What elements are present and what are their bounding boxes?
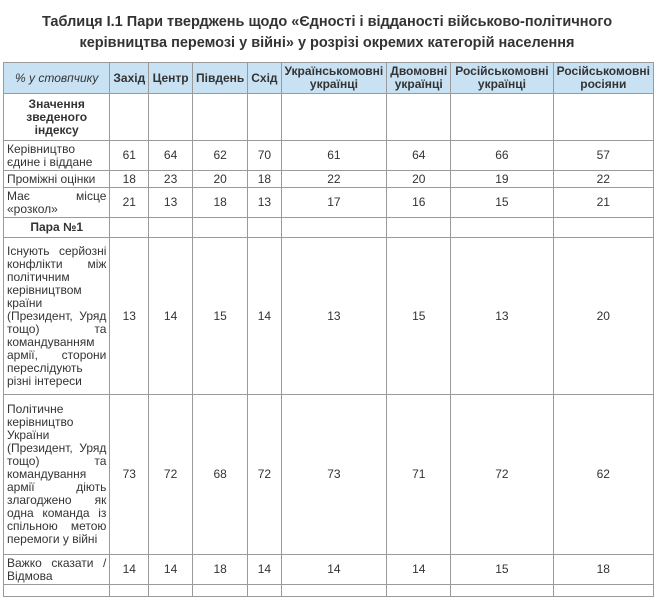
table-cell: 20 — [553, 238, 653, 395]
table-title — [0, 12, 654, 54]
table-cell: 66 — [451, 141, 553, 171]
table-cell: 21 — [110, 188, 149, 218]
table-cell: 72 — [248, 395, 281, 555]
row-label: Існують серйозні конфлікти між політичним керівництвом країни (Президент, Уряд тощо) та командуванням армії, сторони переслідують різні інтереси — [4, 238, 110, 395]
col-header-russian-speaking-ukrainians: Російськомовні українці — [451, 63, 553, 94]
col-header-west: Захід — [110, 63, 149, 94]
table-cell: 15 — [451, 188, 553, 218]
table-cell: 21 — [553, 188, 653, 218]
table-cell: 73 — [110, 395, 149, 555]
table-title-line-1: Таблиця І.1 Пари тверджень щодо «Єдності і відданості військово-політичного — [41, 14, 613, 30]
table-cell: 22 — [553, 171, 653, 188]
table-cell: 13 — [281, 238, 387, 395]
table-row — [4, 188, 654, 218]
table-row — [4, 555, 654, 585]
table-cell: 62 — [192, 141, 247, 171]
table-cell: 61 — [110, 141, 149, 171]
table-cell: 18 — [110, 171, 149, 188]
table-cell: 18 — [553, 555, 653, 585]
table-row — [4, 238, 654, 395]
table-cell: 14 — [149, 238, 193, 395]
table-cell: 15 — [387, 238, 451, 395]
table-cell: 57 — [553, 141, 653, 171]
table-cell: 14 — [248, 238, 281, 395]
table-row — [4, 395, 654, 555]
section-row — [4, 218, 654, 238]
table-cell: 22 — [281, 171, 387, 188]
col-header-south: Південь — [192, 63, 247, 94]
table-cell: 15 — [192, 238, 247, 395]
table-cell: 72 — [149, 395, 193, 555]
col-header-ukrainian-speaking: Українськомовні українці — [281, 63, 387, 94]
table-cell: 14 — [281, 555, 387, 585]
table-cell: 13 — [149, 188, 193, 218]
table-cell: 70 — [248, 141, 281, 171]
table-cell: 71 — [387, 395, 451, 555]
table-cell: 19 — [451, 171, 553, 188]
table-cell: 16 — [387, 188, 451, 218]
table-title-line-2: керівництва перемозі у війні» у розрізі окремих категорій населення — [79, 35, 575, 51]
col-header-percent: % у стовпчику — [4, 63, 110, 94]
data-table — [3, 62, 654, 597]
row-label: Важко сказати / Відмова — [4, 555, 110, 585]
table-cell: 64 — [387, 141, 451, 171]
table-cell: 68 — [192, 395, 247, 555]
col-header-center: Центр — [149, 63, 193, 94]
col-header-russian-speaking-russians: Російськомовні росіяни — [553, 63, 653, 94]
table-cell: 13 — [110, 238, 149, 395]
table-cell: 18 — [192, 188, 247, 218]
row-label: Керівництво єдине і віддане — [4, 141, 110, 171]
table-cell: 73 — [281, 395, 387, 555]
table-cell: 13 — [248, 188, 281, 218]
table-cell: 23 — [149, 171, 193, 188]
header-row — [4, 63, 654, 94]
table-cell: 18 — [192, 555, 247, 585]
col-header-bilingual: Двомовні українці — [387, 63, 451, 94]
row-label: Політичне керівництво України (Президент, Уряд тощо) та командування армії діють злагоджено як одна команда із спільною метою перемоги у війні — [4, 395, 110, 555]
table-cell: 14 — [248, 555, 281, 585]
table-row — [4, 141, 654, 171]
table-cell: 72 — [451, 395, 553, 555]
section-title-pair-1: Пара №1 — [4, 218, 110, 238]
col-header-east: Схід — [248, 63, 281, 94]
table-cell: 13 — [451, 238, 553, 395]
table-cell: 14 — [110, 555, 149, 585]
row-label: Проміжні оцінки — [4, 171, 110, 188]
table-cell: 64 — [149, 141, 193, 171]
table-cell: 20 — [387, 171, 451, 188]
table-row — [4, 585, 654, 597]
row-label: Має місце «розкол» — [4, 188, 110, 218]
table-cell: 14 — [149, 555, 193, 585]
table-cell: 62 — [553, 395, 653, 555]
table-cell: 14 — [387, 555, 451, 585]
table-cell: 18 — [248, 171, 281, 188]
table-cell: 61 — [281, 141, 387, 171]
table-cell: 20 — [192, 171, 247, 188]
table-cell: 17 — [281, 188, 387, 218]
section-row — [4, 94, 654, 141]
table-cell: 15 — [451, 555, 553, 585]
table-row — [4, 171, 654, 188]
section-title-index: Значення зведеного індексу — [4, 94, 110, 141]
